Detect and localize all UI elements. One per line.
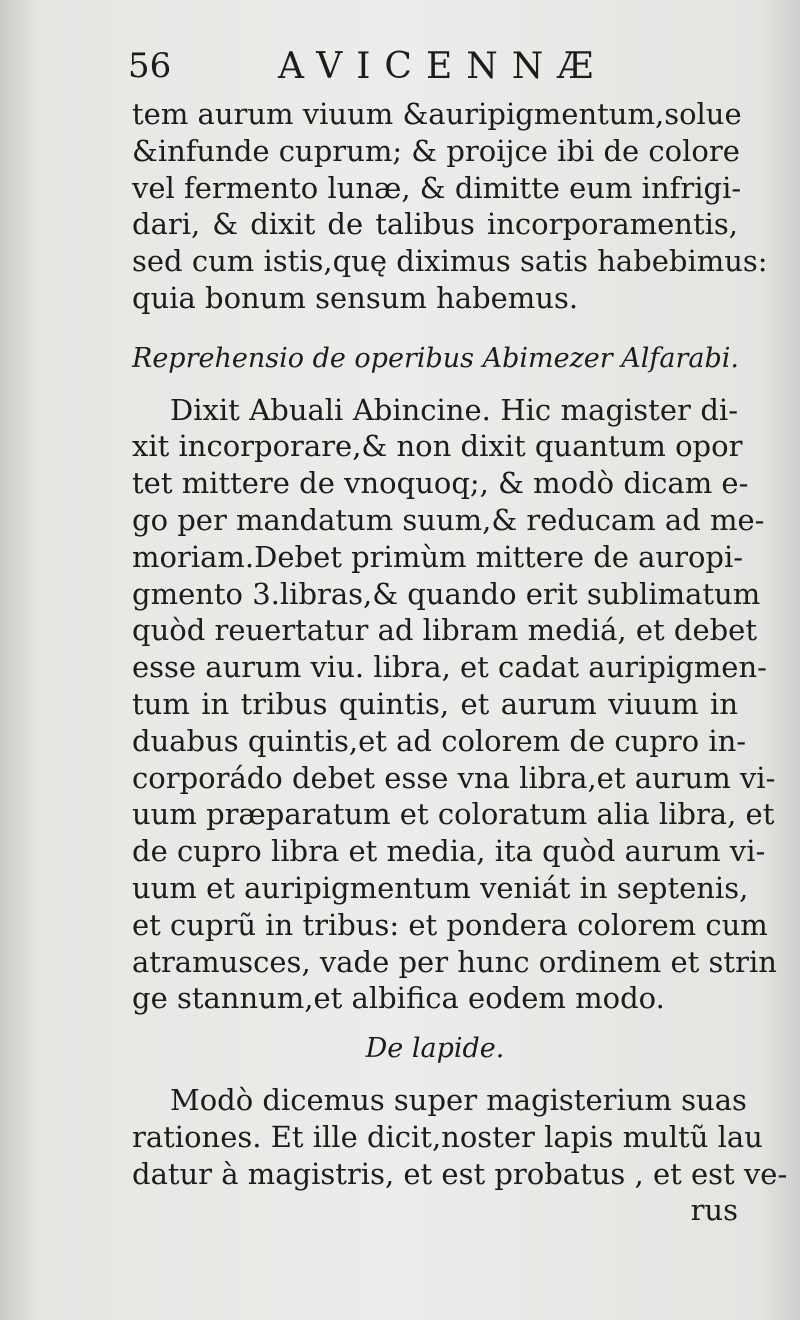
spacer — [132, 317, 738, 341]
text-line: uum præparatum et coloratum alia libra, et — [132, 797, 775, 832]
text-line: datur à magistris, et est probatus , et est ve- — [132, 1156, 788, 1191]
text-line: &infunde cuprum; & proijce ibi de colore — [132, 133, 740, 168]
text-line: ge stannum,et albifica eodem modo. — [132, 981, 665, 1016]
text-line: xit incorporare,& non dixit quantum opor — [132, 429, 743, 464]
page-header — [128, 46, 748, 96]
text-line: Modò dicemus super magisterium suas — [170, 1082, 747, 1117]
section-heading: De lapide. — [365, 1033, 505, 1065]
text-line: tum in tribus quintis, et aurum viuum in — [132, 686, 738, 721]
text-line: duabus quintis,et ad colorem de cupro in- — [132, 723, 747, 758]
text-line: quia bonum sensum habemus. — [132, 280, 579, 315]
catchword: rus — [690, 1193, 738, 1228]
text-line: dari, & dixit de talibus incorporamentis, — [132, 207, 738, 242]
text-line: sed cum istis,quę diximus satis habebimus: — [132, 244, 768, 279]
text-line: uum et auripigmentum veniát in septenis, — [132, 870, 749, 905]
running-title: AVICENNÆ — [278, 46, 608, 87]
page-number: 56 — [128, 46, 172, 86]
text-line: esse aurum viu. libra, et cadat auripigmen- — [132, 650, 767, 685]
text-line: rationes. Et ille dicit,noster lapis multũ lau — [132, 1119, 763, 1154]
text-line: go per mandatum suum,& reducam ad me- — [132, 502, 765, 537]
section-heading: Reprehensio de operibus Abimezer Alfarabi. — [132, 342, 739, 374]
text-line: tet mittere de vnoquoq;, & modò dicam e- — [132, 466, 749, 501]
text-line: gmento 3.libras,& quando erit sublimatum — [132, 576, 761, 611]
text-line: vel fermento lunæ, & dimitte eum infrigi- — [132, 170, 742, 205]
text-line: Dixit Abuali Abincine. Hic magister di- — [170, 392, 738, 427]
text-line: tem aurum viuum &auripigmentum,solue — [132, 97, 742, 131]
text-line: atramusces, vade per hunc ordinem et strin — [132, 944, 777, 979]
page-text — [132, 96, 788, 1229]
spacer — [132, 1017, 738, 1031]
text-line: de cupro libra et media, ita quòd aurum vi- — [132, 834, 766, 869]
text-line: corporádo debet esse vna libra,et aurum vi- — [132, 760, 776, 795]
text-line: quòd reuertatur ad libram mediá, et debet — [132, 613, 757, 648]
text-line: moriam.Debet primùm mittere de auropi- — [132, 539, 744, 574]
spacer — [132, 1068, 738, 1082]
spacer — [132, 378, 738, 392]
text-line: et cuprũ in tribus: et pondera colorem cum — [132, 907, 768, 942]
